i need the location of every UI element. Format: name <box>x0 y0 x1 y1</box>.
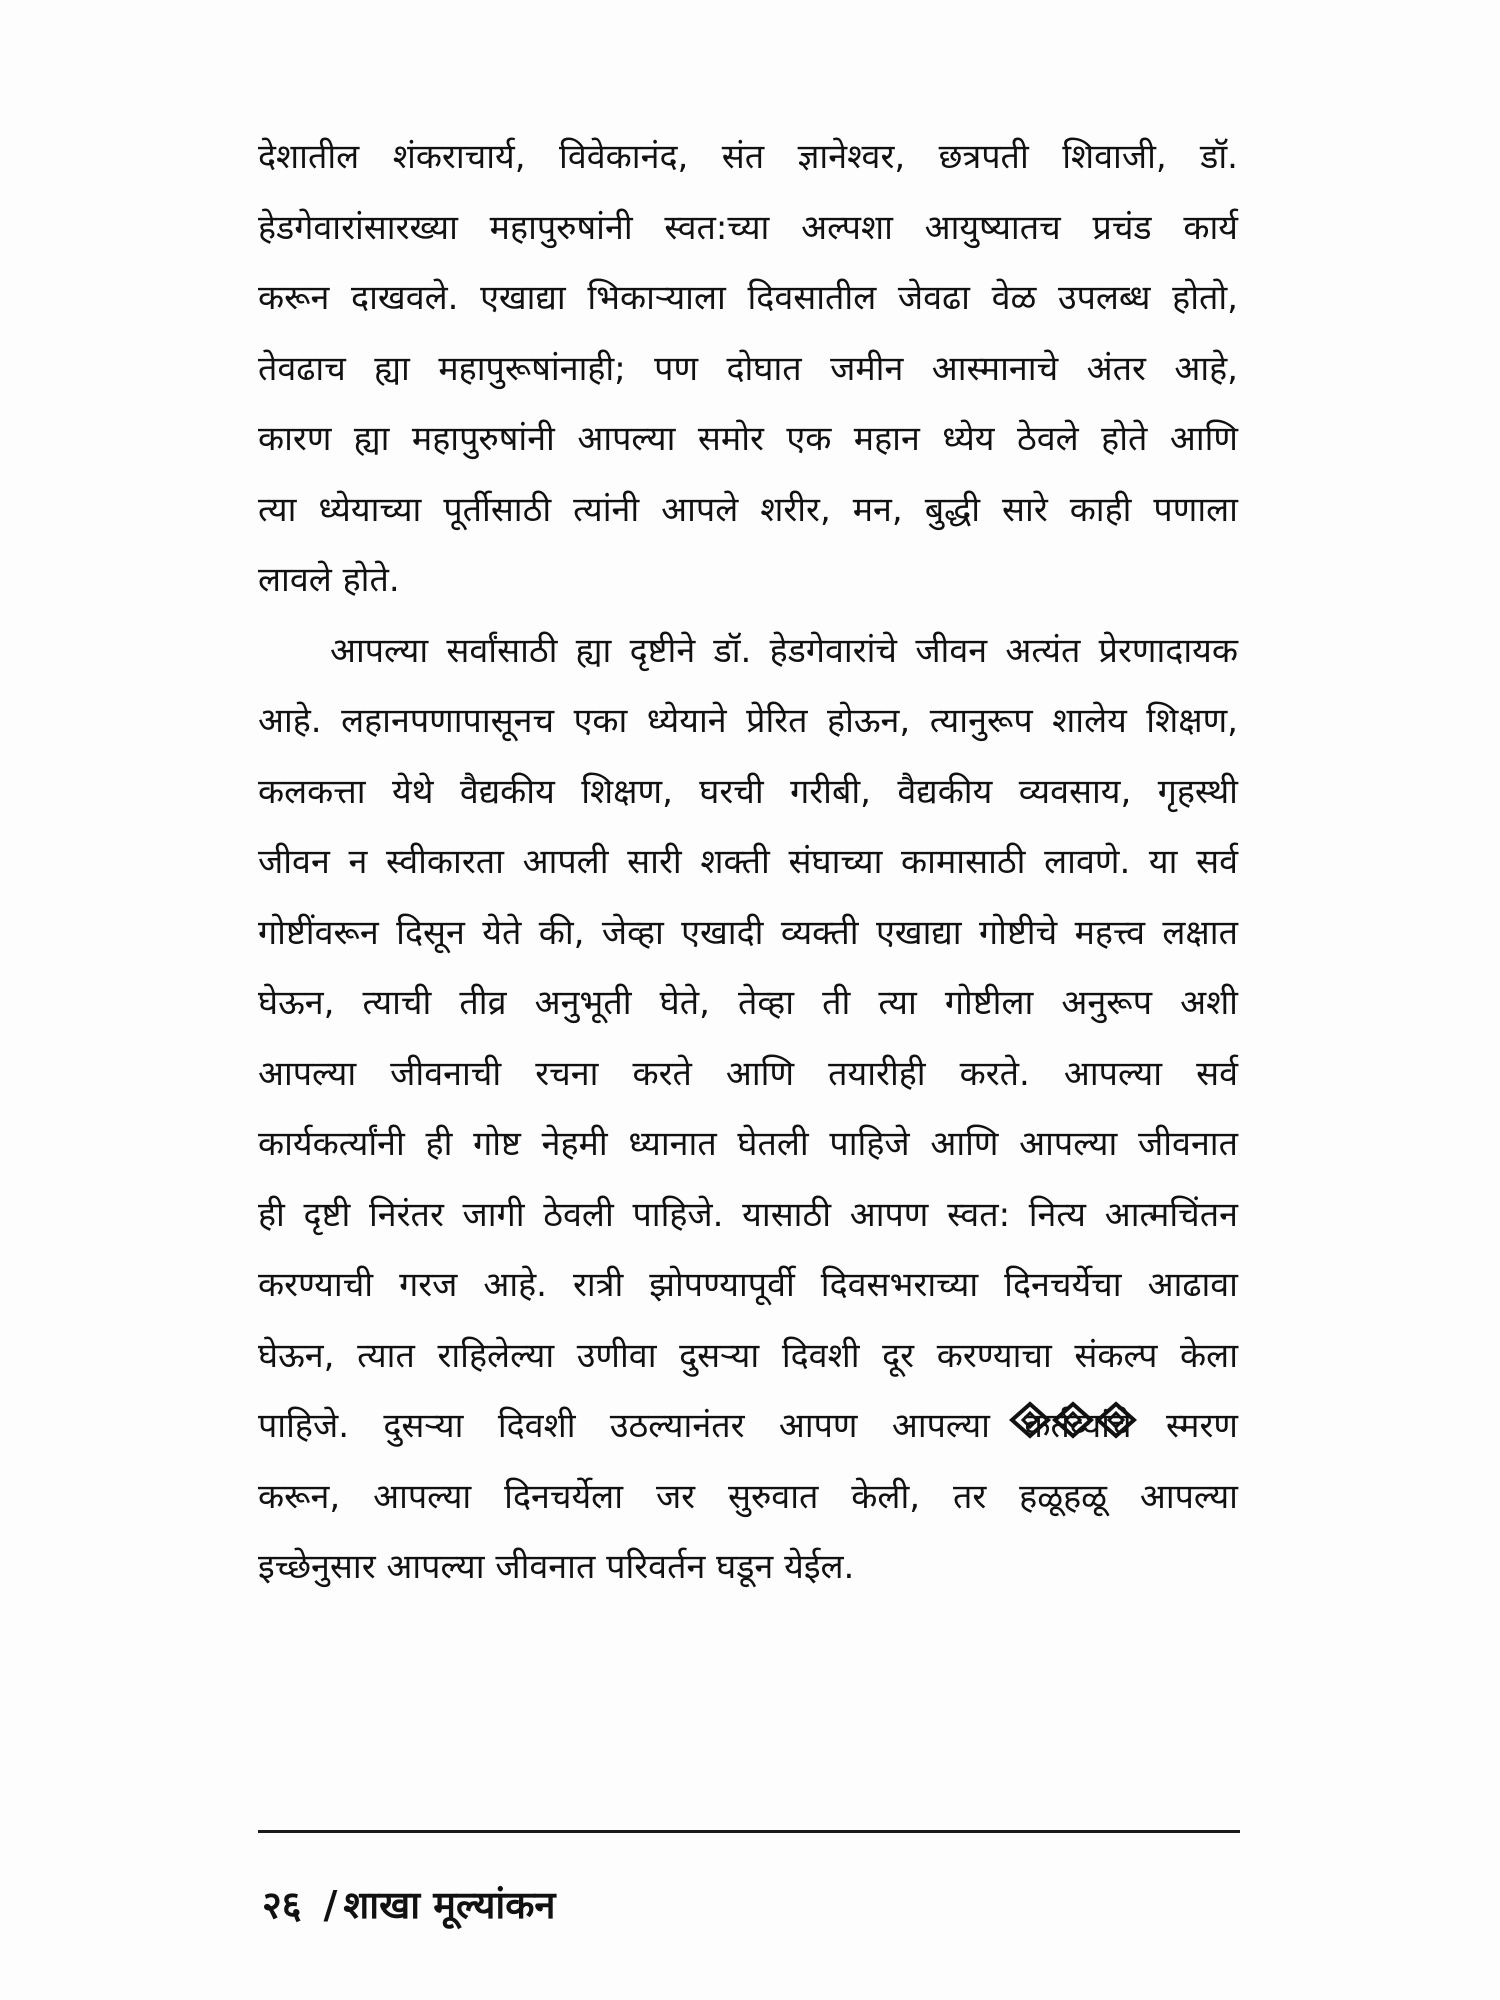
text-line: आपल्या सर्वांसाठी ह्या दृष्टीने डॉ. हेडगेवारांचे जीवन अत्यंत प्रेरणादायक <box>330 630 1238 671</box>
text-line: करून, आपल्या दिनचर्येला जर सुरुवात केली, तर हळूहळू आपल्या <box>258 1476 1238 1517</box>
text-line: जीवन न स्वीकारता आपली सारी शक्ती संघाच्या कामासाठी लावणे. या सर्व <box>258 842 1238 882</box>
text-line: कारण ह्या महापुरुषांनी आपल्या समोर एक महान ध्येय ठेवले होते आणि <box>258 419 1238 459</box>
paragraph-1 <box>258 122 1238 616</box>
diamond-icon <box>1098 1404 1134 1436</box>
diamond-ornament-icon <box>1008 1400 1138 1440</box>
text-line: देशातील शंकराचार्य, विवेकानंद, संत ज्ञानेश्वर, छत्रपती शिवाजी, डॉ. <box>258 137 1238 177</box>
body-text <box>258 122 1238 1603</box>
text-line: हेडगेवारांसारख्या महापुरुषांनी स्वत:च्या अल्पशा आयुष्यातच प्रचंड कार्य <box>258 207 1238 248</box>
text-line: कार्यकर्त्यांनी ही गोष्ट नेहमी ध्यानात घेतली पाहिजे आणि आपल्या जीवनात <box>258 1124 1238 1164</box>
text-line: गोष्टींवरून दिसून येते की, जेव्हा एखादी व्यक्ती एखाद्या गोष्टीचे महत्त्व लक्षात <box>258 912 1238 953</box>
text-line: आपल्या जीवनाची रचना करते आणि तयारीही करते. आपल्या सर्व <box>258 1053 1238 1094</box>
book-title: शाखा मूल्यांकन <box>343 1883 556 1927</box>
text-line: करून दाखवले. एखाद्या भिकाऱ्याला दिवसातील जेवढा वेळ उपलब्ध होतो, <box>258 278 1238 318</box>
text-line: आहे. लहानपणापासूनच एका ध्येयाने प्रेरित होऊन, त्यानुरूप शालेय शिक्षण, <box>258 701 1238 741</box>
text-line: लावले होते. <box>258 560 400 600</box>
text-line: तेवढाच ह्या महापुरूषांनाही; पण दोघात जमीन आस्मानाचे अंतर आहे, <box>258 348 1238 389</box>
text-line: इच्छेनुसार आपल्या जीवनात परिवर्तन घडून येईल. <box>258 1547 855 1587</box>
diamond-icon <box>1055 1404 1091 1436</box>
footer-separator: / <box>323 1883 338 1927</box>
page-footer <box>262 1878 556 1930</box>
text-line: घेऊन, त्याची तीव्र अनुभूती घेते, तेव्हा ती त्या गोष्टीला अनुरूप अशी <box>258 983 1238 1023</box>
paragraph-2 <box>258 616 1238 1603</box>
text-line: ही दृष्टी निरंतर जागी ठेवली पाहिजे. यासाठी आपण स्वत: नित्य आत्मचिंतन <box>258 1194 1238 1235</box>
text-line: त्या ध्येयाच्या पूर्तीसाठी त्यांनी आपले शरीर, मन, बुद्धी सारे काही पणाला <box>258 489 1238 530</box>
text-line: घेऊन, त्यात राहिलेल्या उणीवा दुसऱ्या दिवशी दूर करण्याचा संकल्प केला <box>258 1335 1238 1376</box>
text-line: कलकत्ता येथे वैद्यकीय शिक्षण, घरची गरीबी, वैद्यकीय व्यवसाय, गृहस्थी <box>258 771 1238 812</box>
footer-divider <box>258 1830 1240 1833</box>
page-number: २६ <box>262 1883 302 1927</box>
text-line: करण्याची गरज आहे. रात्री झोपण्यापूर्वी दिवसभराच्या दिनचर्येचा आढावा <box>258 1265 1238 1305</box>
text-line: पाहिजे. दुसऱ्या दिवशी उठल्यानंतर आपण आपल्या कर्तव्यांचे स्मरण <box>258 1406 1238 1446</box>
diamond-icon <box>1012 1404 1048 1436</box>
